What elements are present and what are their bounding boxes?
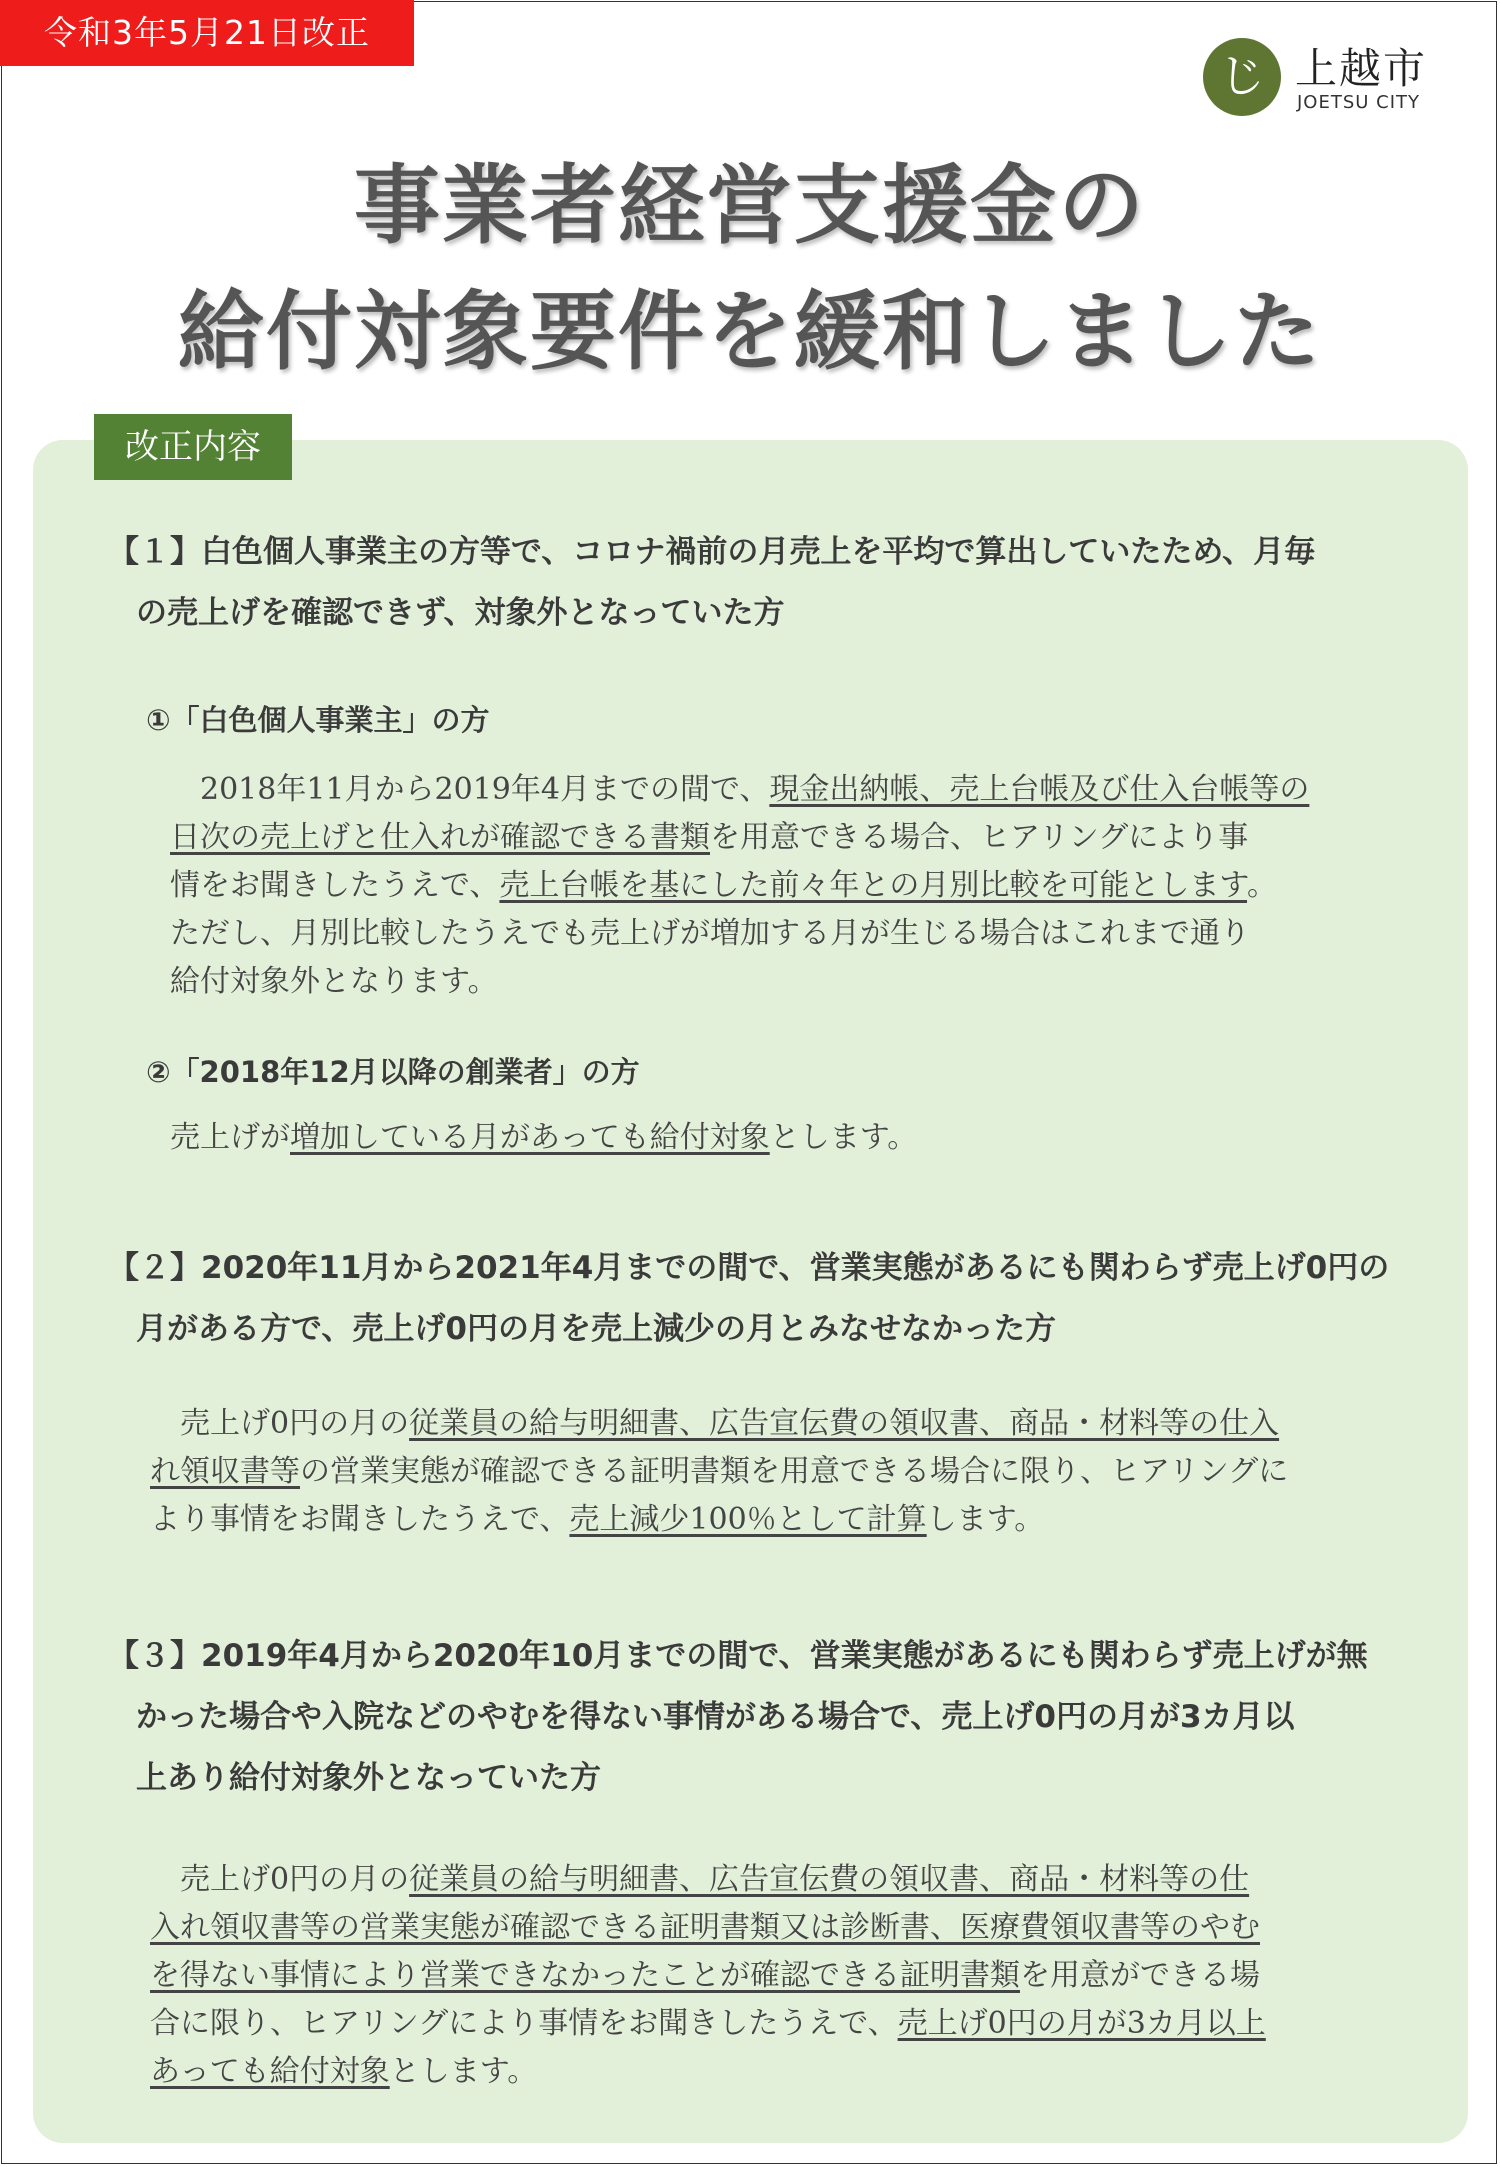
underlined-text: 現金出納帳、売上台帳及び仕入台帳等の <box>769 772 1310 807</box>
text: より事情をお聞きしたうえで、 <box>150 1502 570 1537</box>
text: とします。 <box>389 2054 538 2089</box>
item1-sub2-body <box>170 1114 1430 1162</box>
item2-heading-line2: 月がある方で、売上げ0円の月を売上減少の月とみなせなかった方 <box>136 1311 1056 1347</box>
underlined-text: 売上げ0円の月が3カ月以上 <box>897 2006 1266 2041</box>
text: 売上げ0円の月の <box>150 1862 410 1897</box>
underlined-text: あっても給付対象 <box>150 2054 390 2089</box>
item3-heading-line1: 【３】2019年4月から2020年10月までの間で、営業実態があるにも関わらず売上げが無 <box>108 1638 1368 1674</box>
joetsu-city-logo <box>1203 36 1448 118</box>
underlined-text: 従業員の給与明細書、広告宣伝費の領収書、商品・材料等の仕 <box>409 1862 1250 1897</box>
revision-date-badge: 令和3年5月21日改正 <box>0 0 414 66</box>
page-title-line2: 給付対象要件を緩和しました <box>178 282 1322 382</box>
item2-heading-line1: 【２】2020年11月から2021年4月までの間で、営業実態があるにも関わらず売上げ0円の <box>108 1250 1390 1286</box>
city-emblem-icon: じ <box>1203 38 1281 116</box>
underlined-text: を得ない事情により営業できなかったことが確認できる証明書類 <box>150 1958 1020 1993</box>
underlined-text: 入れ領収書等の営業実態が確認できる証明書類又は診断書、医療費領収書等のやむ <box>150 1910 1260 1945</box>
logo-city-romaji: JOETSU CITY <box>1297 92 1421 113</box>
underlined-text: 日次の売上げと仕入れが確認できる書類 <box>170 820 710 855</box>
text: 給付対象外となります。 <box>170 964 498 999</box>
text: 情をお聞きしたうえで、 <box>170 868 500 903</box>
underlined-text: れ領収書等 <box>150 1454 300 1489</box>
item1-heading-line2: の売上げを確認できず、対象外となっていた方 <box>136 595 785 631</box>
text: 売上げが <box>170 1120 290 1155</box>
logo-city-name: 上越市 <box>1295 44 1428 93</box>
text: 合に限り、ヒアリングにより事情をお聞きしたうえで、 <box>150 2006 898 2041</box>
item2-body <box>150 1400 1450 1544</box>
text: とします。 <box>769 1120 918 1155</box>
text: の営業実態が確認できる証明書類を用意できる場合に限り、ヒアリングに <box>300 1454 1289 1489</box>
text: を用意できる場合、ヒアリングにより事 <box>710 820 1249 855</box>
text: を用意ができる場 <box>1020 1958 1260 1993</box>
item1-sub2-title: ②「2018年12月以降の創業者」の方 <box>146 1055 640 1089</box>
item1-heading-line1: 【１】白色個人事業主の方等で、コロナ禍前の月売上を平均で算出していたため、月毎 <box>108 534 1316 570</box>
underlined-text: 売上台帳を基にした前々年との月別比較を可能とします <box>499 868 1248 903</box>
item1-sub1-body <box>170 766 1430 1006</box>
item3-heading-line2: かった場合や入院などのやむを得ない事情がある場合で、売上げ0円の月が3カ月以 <box>136 1699 1295 1735</box>
text: 。 <box>1247 868 1278 903</box>
item3-heading-line3: 上あり給付対象外となっていた方 <box>136 1760 601 1796</box>
text: します。 <box>926 1502 1045 1537</box>
page-title-line1: 事業者経営支援金の <box>354 156 1146 256</box>
underlined-text: 従業員の給与明細書、広告宣伝費の領収書、商品・材料等の仕入 <box>409 1406 1280 1441</box>
text: 2018年11月から2019年4月までの間で、 <box>170 772 770 807</box>
section-tag: 改正内容 <box>94 414 292 480</box>
text: ただし、月別比較したうえでも売上げが増加する月が生じる場合はこれまで通り <box>170 916 1250 951</box>
item1-sub1-title: ①「白色個人事業主」の方 <box>146 703 490 737</box>
underlined-text: 売上減少100％として計算 <box>569 1502 927 1537</box>
underlined-text: 増加している月があっても給付対象 <box>290 1120 770 1155</box>
text: 売上げ0円の月の <box>150 1406 410 1441</box>
item3-body <box>150 1856 1450 2096</box>
